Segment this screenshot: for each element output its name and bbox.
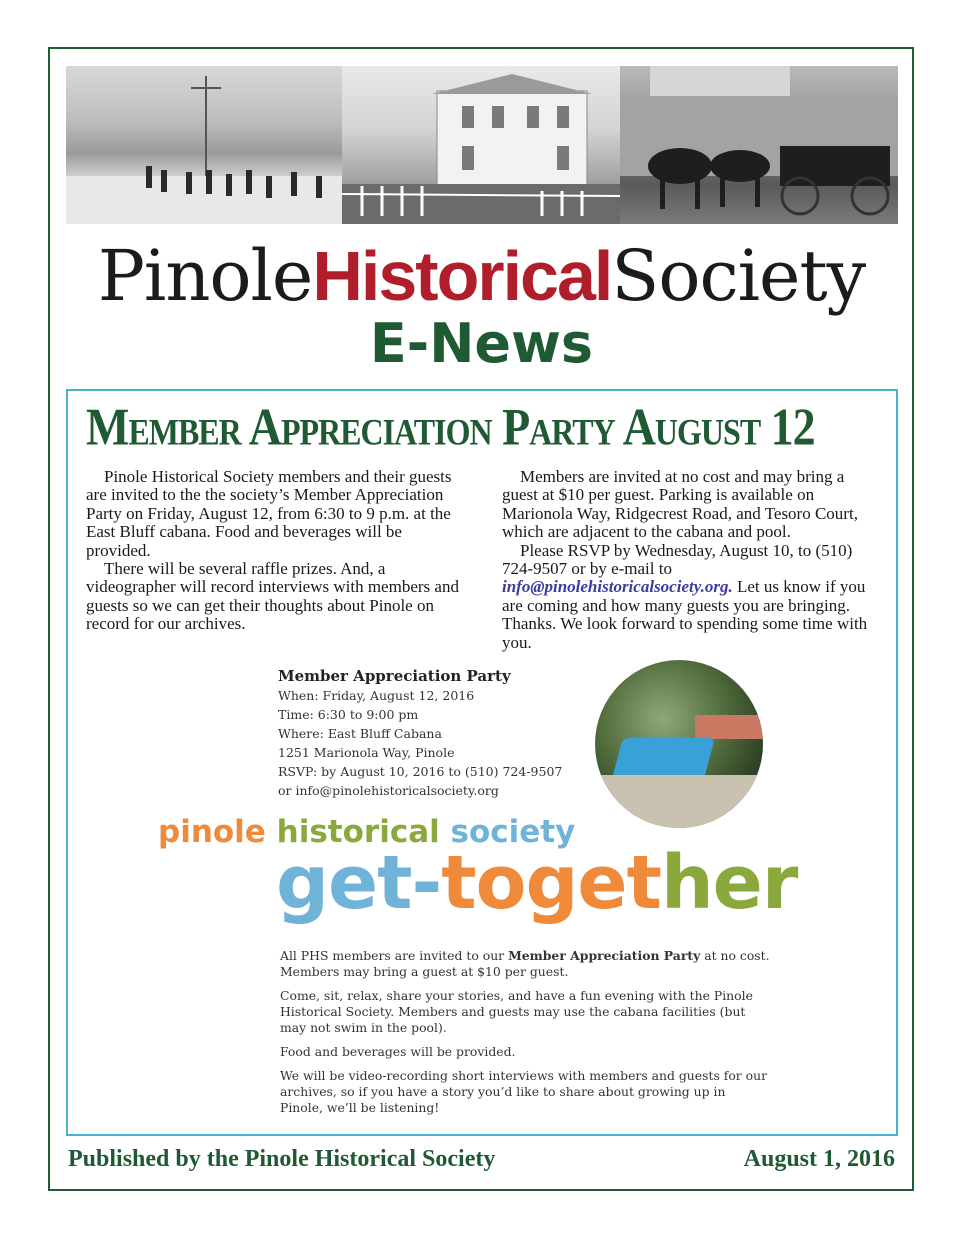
flyer-paragraph-1 — [280, 948, 772, 980]
header-photo-strip — [66, 66, 898, 224]
victorian-house-photo — [342, 66, 620, 224]
flyer-paragraph-3: Food and beverages will be provided. — [280, 1044, 516, 1059]
pool-deck — [595, 775, 763, 828]
col1-paragraph-2: There will be several raffle prizes. And, a videographer will record interviews with members and guests so we can get their thoughts about Pinole on record for our archives. — [86, 559, 459, 634]
invitation-details — [278, 667, 618, 800]
flyer-body — [280, 948, 772, 1124]
flyer-p1-start: All PHS members are invited to our — [280, 948, 509, 963]
gt-part-1: get- — [276, 840, 442, 926]
masthead-historical: Historical — [312, 237, 612, 315]
rsvp-text: Please RSVP by Wednesday, August 10, to (510) 724-9507 or by e-mail to — [502, 540, 853, 579]
masthead-pinole: Pinole — [97, 235, 313, 317]
invite-rsvp: RSVP: by August 10, 2016 to (510) 724-9507 — [278, 764, 563, 779]
invite-address: 1251 Marionola Way, Pinole — [278, 745, 455, 760]
masthead-subtitle: E-News — [369, 312, 594, 375]
article-column-2 — [502, 468, 880, 652]
flyer-paragraph-2: Come, sit, relax, share your stories, and have a fun evening with the Pinole Historical Society. Members and guests may use the cabana facilities (but may not swim in the pool). — [280, 988, 753, 1035]
article-headline — [86, 396, 886, 457]
invite-email: or info@pinolehistoricalsociety.org — [278, 783, 499, 798]
historic-parade-photo — [66, 66, 342, 224]
email-link[interactable]: info@pinolehistoricalsociety.org. — [502, 577, 733, 597]
cabana-roof — [695, 715, 763, 739]
rsvp-followup-text: Let us know if you are coming and how many guests you are bringing. Thanks. We look forward to spending some time with you. — [502, 577, 868, 652]
flyer-p1-bold: Member Appreciation Party — [508, 948, 701, 963]
gt-part-2: toget — [441, 840, 661, 926]
col1-paragraph-1: Pinole Historical Society members and their guests are invited to the the society’s Member Appreciation Party on Friday, August 12, from 6:30 to 9 p.m. at the East Bluff cabana. Food and beverages will be provided. — [86, 467, 452, 560]
gt-part-3: her — [661, 840, 798, 926]
flyer-p1-end: at no cost. Members may bring a guest at $10 per guest. — [280, 948, 770, 979]
cabana-pool-photo — [595, 660, 763, 828]
invite-where: Where: East Bluff Cabana — [278, 726, 442, 741]
col2-paragraph-2 — [502, 542, 880, 652]
footer-publisher: Published by the Pinole Historical Society — [68, 1146, 496, 1172]
flyer-paragraph-4: We will be video-recording short interviews with members and guests for our archives, so if you have a story you’d like to share about growing up in Pinole, we’ll be listening! — [280, 1068, 768, 1115]
headline-text: Member Appreciation Party August 12 — [86, 397, 815, 456]
flyer-word-pinole: pinole — [158, 814, 266, 850]
footer-date: August 1, 2016 — [743, 1146, 895, 1172]
flyer-get-together — [276, 838, 797, 928]
col2-paragraph-1: Members are invited at no cost and may bring a guest at $10 per guest. Parking is available on Marionola Way, Ridgecrest Road, and Tesoro Court, which are adjacent to the cabana and pool. — [502, 467, 858, 542]
flyer-word-society: society — [450, 814, 576, 850]
invite-title: Member Appreciation Party — [278, 667, 511, 685]
livery-stable-photo — [620, 66, 898, 224]
invite-time: Time: 6:30 to 9:00 pm — [278, 707, 419, 722]
flyer-word-historical: historical — [276, 814, 440, 850]
article-column-1 — [86, 468, 464, 634]
invite-when: When: Friday, August 12, 2016 — [278, 688, 475, 703]
masthead-society: Society — [611, 235, 866, 317]
masthead-title — [0, 236, 963, 318]
